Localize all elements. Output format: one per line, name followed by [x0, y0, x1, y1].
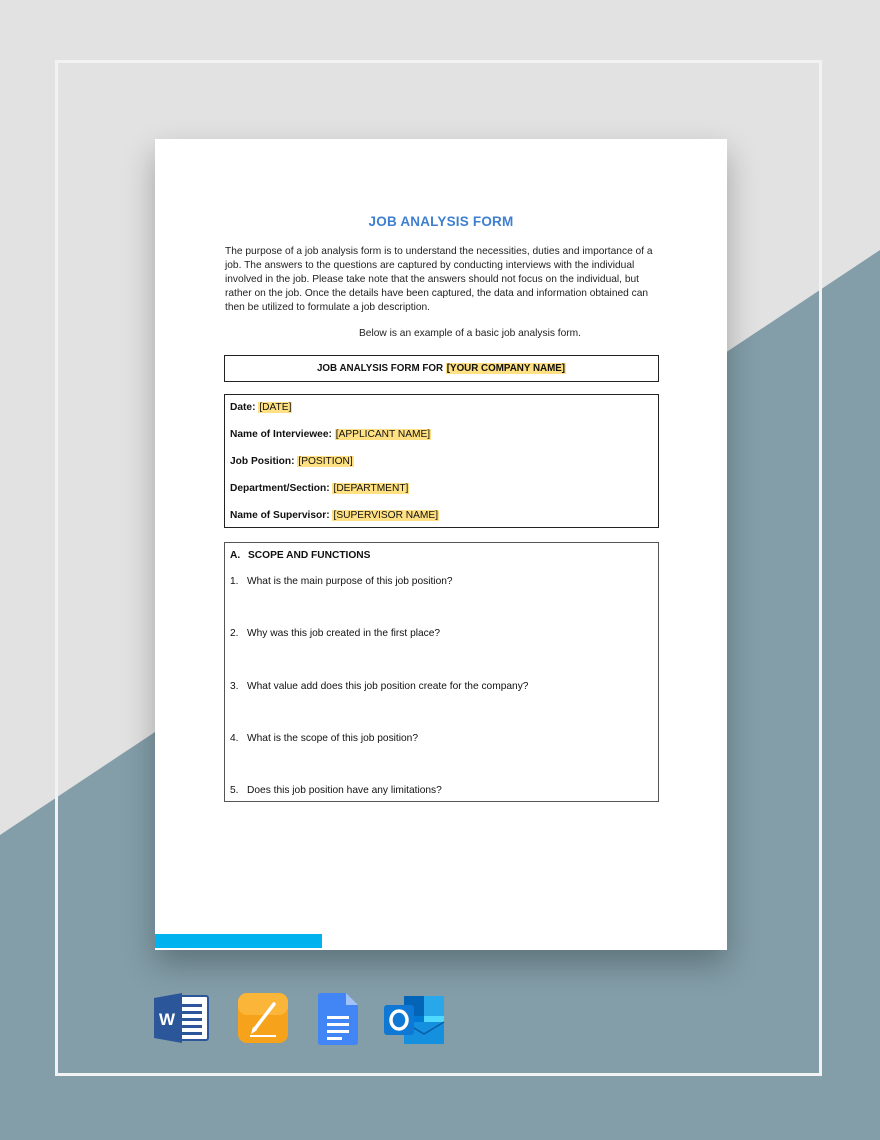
question-text: Does this job position have any limitations?: [247, 785, 442, 796]
question-text: Why was this job created in the first place?: [247, 628, 441, 639]
question-number: 4.: [230, 733, 239, 744]
accent-bar: [155, 934, 322, 948]
scope-heading: [230, 550, 370, 561]
company-header-box: [224, 355, 659, 382]
company-name-placeholder: [YOUR COMPANY NAME]: [446, 363, 566, 374]
interviewee-field: [230, 429, 431, 440]
document-title: JOB ANALYSIS FORM: [368, 214, 514, 229]
position-label: Job Position:: [230, 456, 295, 467]
svg-text:W: W: [158, 1010, 176, 1029]
question-text: What is the scope of this job position?: [247, 733, 419, 744]
position-field: [230, 456, 354, 467]
department-field: [230, 483, 409, 494]
question-item: [230, 628, 440, 639]
date-label: Date:: [230, 402, 256, 413]
company-header-prefix: JOB ANALYSIS FORM FOR: [316, 363, 446, 374]
question-number: 3.: [230, 681, 239, 692]
example-note: Below is an example of a basic job analysis form.: [359, 328, 581, 339]
info-fields-box: [224, 394, 659, 528]
scope-heading-text: SCOPE AND FUNCTIONS: [248, 550, 371, 561]
question-text: What is the main purpose of this job position?: [247, 576, 453, 587]
outlook-icon[interactable]: [384, 992, 446, 1046]
supervisor-placeholder: [SUPERVISOR NAME]: [333, 510, 439, 521]
department-label: Department/Section:: [230, 483, 330, 494]
app-icons-row: [0, 992, 880, 1048]
google-docs-icon[interactable]: [318, 992, 360, 1046]
interviewee-placeholder: [APPLICANT NAME]: [335, 429, 431, 440]
date-placeholder: [DATE]: [259, 402, 292, 413]
question-item: [230, 576, 453, 587]
question-item: [230, 681, 528, 692]
scope-letter: A.: [230, 550, 241, 561]
date-field: [230, 402, 292, 413]
department-placeholder: [DEPARTMENT]: [333, 483, 409, 494]
question-text: What value add does this job position create for the company?: [247, 681, 529, 692]
question-number: 1.: [230, 576, 239, 587]
interviewee-label: Name of Interviewee:: [230, 429, 332, 440]
scope-functions-box: [224, 542, 659, 802]
question-item: [230, 733, 418, 744]
question-item: [230, 785, 442, 796]
document-page: [155, 139, 727, 950]
question-number: 5.: [230, 785, 239, 796]
company-header: [225, 356, 658, 381]
question-number: 2.: [230, 628, 239, 639]
intro-paragraph: The purpose of a job analysis form is to understand the necessities, duties and importance of a job. The answers to the questions are captured by conducting interviews with the individual involved in the job. Please take note that the answers should not focus on the individual, but rather on the job. Once the details have been captured, the data and information obtained can then be utilized to formulate a job description.: [225, 246, 653, 313]
position-placeholder: [POSITION]: [298, 456, 353, 467]
pages-icon[interactable]: [238, 992, 290, 1044]
word-icon[interactable]: [154, 992, 210, 1044]
supervisor-label: Name of Supervisor:: [230, 510, 330, 521]
supervisor-field: [230, 510, 439, 521]
